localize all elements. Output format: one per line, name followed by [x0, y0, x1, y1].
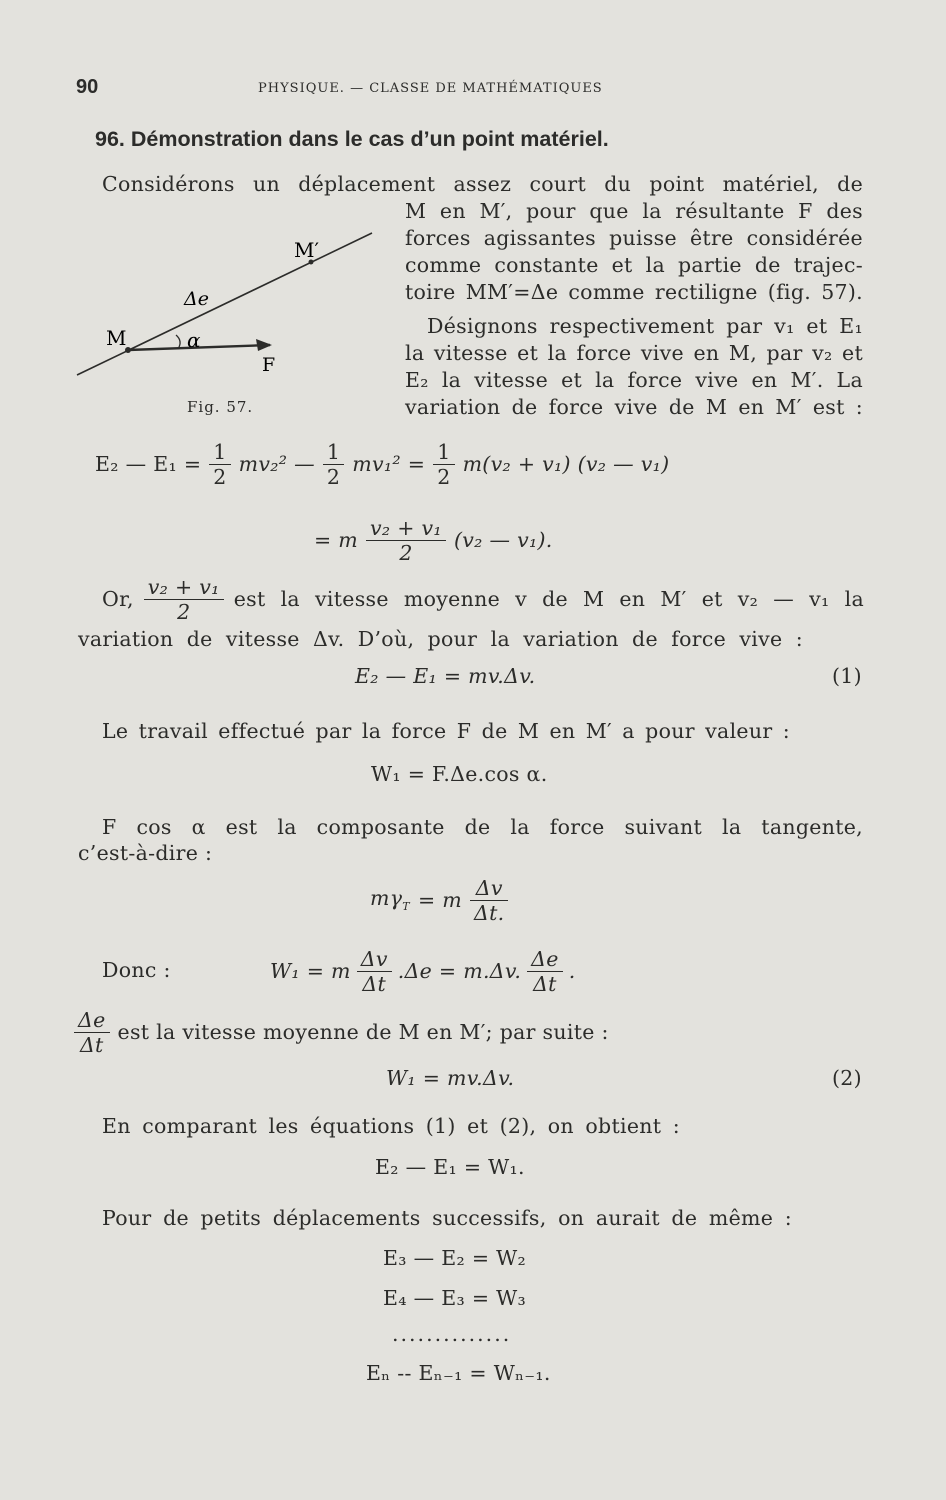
text-line: Pour de petits déplacements successifs, on aurait de même :: [102, 1206, 792, 1230]
fraction-dv-dt: $\frac{\Delta v}{\Delta t.}$: [470, 876, 508, 925]
fraction-mean-velocity: $\frac{\text{v₂ + v₁}}{2}$: [144, 575, 224, 624]
eq-term: mv₁² =: [352, 452, 426, 476]
eq-term: $m\gamma_T$: [370, 886, 410, 914]
text-line: Le travail effectué par la force F de M en M′ a pour valeur :: [102, 719, 790, 743]
label-m: M: [106, 326, 127, 350]
equation-number-2: (2): [832, 1066, 862, 1090]
text-word: Or,: [102, 587, 134, 611]
equation-1: E₂ — E₁ = mv.Δv.: [355, 664, 536, 688]
text-line: M en M′, pour que la résultante F des: [405, 199, 863, 223]
equation-en: Eₙ -- Eₙ₋₁ = Wₙ₋₁.: [366, 1361, 551, 1385]
text-line: toire MM′=Δe comme rectiligne (fig. 57).: [405, 280, 863, 304]
eq-term: mv₂² —: [238, 452, 315, 476]
fraction-half: $\frac{1}{2}$: [433, 440, 454, 489]
fraction-de-dt: $\frac{\Delta e}{\Delta t}$: [74, 1008, 110, 1057]
fraction-de-dt: $\frac{\Delta e}{\Delta t}$: [527, 947, 563, 996]
eq-lhs: E₂ — E₁ =: [95, 452, 202, 476]
eq-term: (v₂ — v₁).: [453, 528, 553, 552]
label-m-prime: M′: [294, 238, 320, 262]
figure-caption: Fig. 57.: [187, 398, 254, 416]
text-line: F cos α est la composante de la force suivant la tangente,: [102, 815, 863, 839]
text-line: variation de force vive de M en M′ est :: [405, 395, 863, 419]
angle-arc: [176, 335, 180, 349]
text-line: variation de vitesse Δv. D’où, pour la variation de force vive :: [78, 627, 803, 651]
force-arrowhead: [256, 339, 272, 351]
equation-work: W₁ = F.Δe.cos α.: [371, 762, 548, 786]
text-line: En comparant les équations (1) et (2), on obtient :: [102, 1114, 680, 1138]
text-line: E₂ la vitesse et la force vive en M′. La: [405, 368, 863, 392]
text-line: c’est-à-dire :: [78, 841, 213, 865]
fraction-half: $\frac{1}{2}$: [209, 440, 230, 489]
fraction-half: $\frac{1}{2}$: [323, 440, 344, 489]
equation-2: W₁ = mv.Δv.: [386, 1066, 515, 1090]
equation-e3: E₃ — E₂ = W₂: [383, 1246, 526, 1270]
eq-term: .Δe = m.Δv.: [397, 959, 522, 983]
figure-57: [72, 225, 382, 385]
text-line: comme constante et la partie de trajec-: [405, 253, 863, 277]
section-title: 96. Démonstration dans le cas d’un point matériel.: [95, 127, 609, 151]
eq-term: = m: [314, 528, 359, 552]
label-delta-e: Δe: [184, 288, 209, 310]
fraction-dv-dt: $\frac{\Delta v}{\Delta t}$: [357, 947, 392, 996]
running-title: PHYSIQUE. — CLASSE DE MATHÉMATIQUES: [258, 81, 603, 96]
text-line: forces agissantes puisse être considérée: [405, 226, 863, 250]
page-number: 90: [76, 76, 99, 98]
text-line: Désignons respectivement par v₁ et E₁: [427, 314, 863, 338]
equation-kinetic-variation: [95, 436, 669, 492]
eq-term: W₁ = m: [270, 959, 351, 983]
text-span: est la vitesse moyenne v de M en M′ et v₂ — v₁ la: [233, 587, 864, 611]
eq-term: .: [568, 959, 576, 983]
equation-number-1: (1): [832, 664, 862, 688]
equation-e4: E₄ — E₃ = W₃: [383, 1286, 526, 1310]
label-alpha: α: [187, 328, 201, 352]
equation-kinetic-variation-2: [314, 512, 553, 568]
text-donc: Donc :: [102, 958, 171, 982]
text-line-mean-velocity: [74, 1004, 609, 1060]
eq-term: m(v₂ + v₁) (v₂ — v₁): [462, 452, 670, 476]
label-f: F: [262, 354, 276, 376]
text-line: Considérons un déplacement assez court du point matériel, de: [102, 172, 863, 196]
fraction-mean-velocity: $\frac{\text{v₂ + v₁}}{2}$: [366, 516, 446, 565]
text-line-or: [102, 571, 864, 627]
text-line: la vitesse et la force vive en M, par v₂ et: [405, 341, 863, 365]
text-span: est la vitesse moyenne de M en M′; par suite :: [117, 1020, 609, 1044]
ellipsis-dots: ..............: [392, 1322, 512, 1346]
eq-term: = m: [417, 888, 462, 912]
equation-tangential: [370, 872, 508, 928]
trajectory-line: [77, 233, 372, 375]
equation-result: E₂ — E₁ = W₁.: [375, 1155, 525, 1179]
equation-work-2: [270, 943, 576, 999]
